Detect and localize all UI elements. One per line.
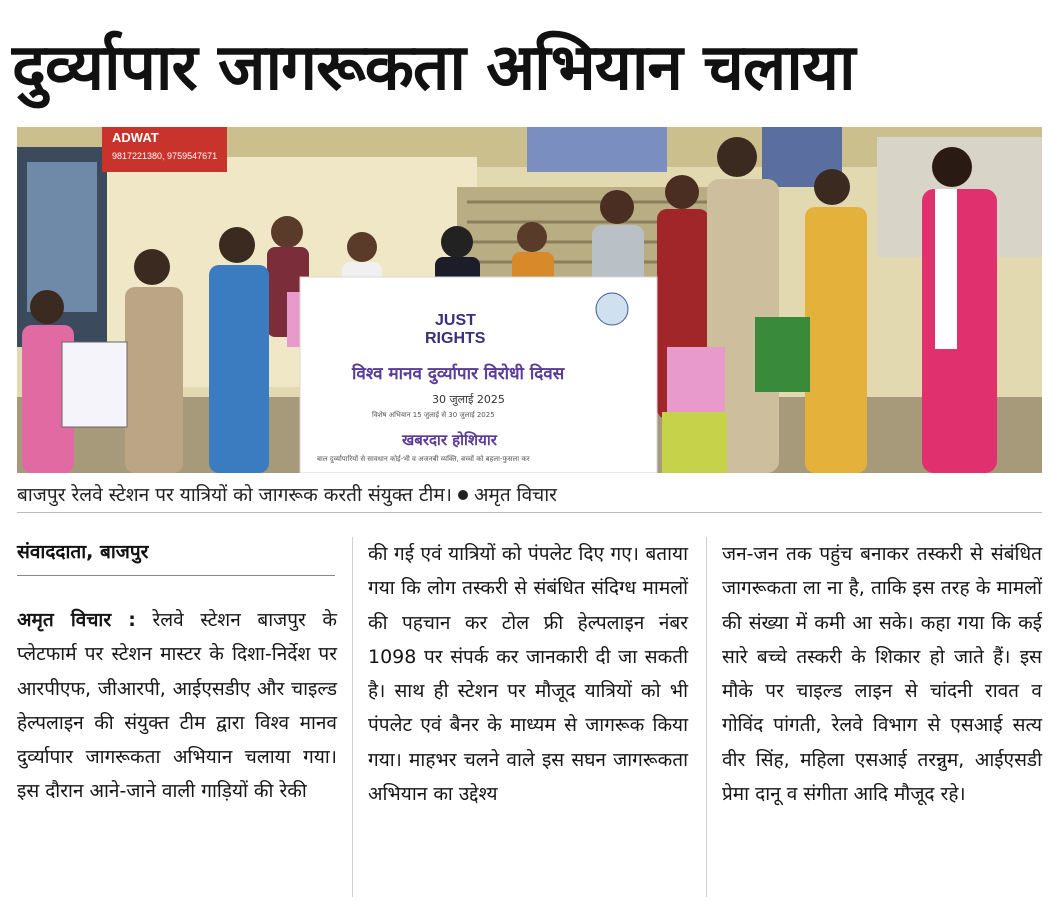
banner-logo-line2: RIGHTS	[425, 330, 486, 347]
news-photo	[17, 127, 1042, 473]
signboard-title: ADWAT	[112, 130, 159, 145]
article-col1-text: रेलवे स्टेशन बाजपुर के प्लेटफार्म पर स्टेशन मास्टर के दिशा-निर्देश पर आरपीएफ, जीआरपी, आईएसडीए और चाइल्ड हेल्पलाइन की संयुक्त टीम द्वारा विश्व मानव दुर्व्यापार जागरूकता अभियान चलाया गया। इस दौरान आने-जाने वाली गाड़ियों की रेकी	[17, 609, 337, 803]
byline: संवाददाता, बाजपुर	[17, 537, 335, 576]
article-column-2	[368, 537, 688, 811]
banner-warning: खबरदार होशियार	[402, 431, 497, 449]
article-col2-text: की गई एवं यात्रियों को पंपलेट दिए गए। बताया गया कि लोग तस्करी से संबंधित संदिग्ध मामलों की पहचान कर टोल फ्री हेल्पलाइन नंबर 1098 पर संपर्क कर जानकारी दी जा सकती है। साथ ही स्टेशन पर मौजूद यात्रियों को भी पंपलेट एवं बैनर के माध्यम से जागरूक किया गया। माहभर चलने वाले इस सघन जागरूकता अभियान का उद्देश्य	[368, 543, 688, 806]
caption-text: बाजपुर रेलवे स्टेशन पर यात्रियों को जागरूक करती संयुक्त टीम।	[17, 484, 452, 506]
caption-credit: अमृत विचार	[473, 484, 557, 506]
article-column-1	[17, 603, 337, 809]
photo-caption	[17, 478, 1042, 513]
article-col3-text: जन-जन तक पहुंच बनाकर तस्करी से संबंधित जागरूकता ला ना है, ताकि इस तरह के मामलों की संख्या में कमी आ सके। कहा गया कि कई सारे बच्चे तस्करी के शिकार हो जाते हैं। इस मौके पर चाइल्ड लाइन से चांदनी रावत व गोविंद पांगती, रेलवे विभाग से एसआई सत्य वीर सिंह, महिला एसआई तरन्नुम, आईएसडी प्रेमा दानू व संगीता आदि मौजूद रहे।	[722, 543, 1042, 806]
banner-fineprint: बाल दुर्व्यापारियों से सावधान कोई-भी व अजनबी व्यक्ति, बच्चों को बहला-फुसला कर	[317, 455, 530, 463]
headline: दुर्व्यापार जागरूकता अभियान चलाया	[12, 31, 855, 105]
column-divider	[352, 537, 353, 897]
banner-title: विश्व मानव दुर्व्यापार विरोधी दिवस	[352, 364, 565, 384]
article-column-3	[722, 537, 1042, 811]
banner-logo-line1: JUST	[435, 312, 476, 329]
signboard-phone: 9817221380, 9759547671	[112, 151, 218, 161]
bullet-icon	[458, 490, 468, 500]
awareness-banner	[300, 277, 657, 473]
banner-subdate: विशेष अभियान 15 जुलाई से 30 जुलाई 2025	[372, 411, 495, 419]
banner-date: 30 जुलाई 2025	[432, 393, 505, 406]
article-lead: अमृत विचार :	[17, 609, 136, 631]
column-divider	[706, 537, 707, 897]
red-signboard	[102, 127, 227, 172]
emblem-icon	[596, 293, 628, 325]
